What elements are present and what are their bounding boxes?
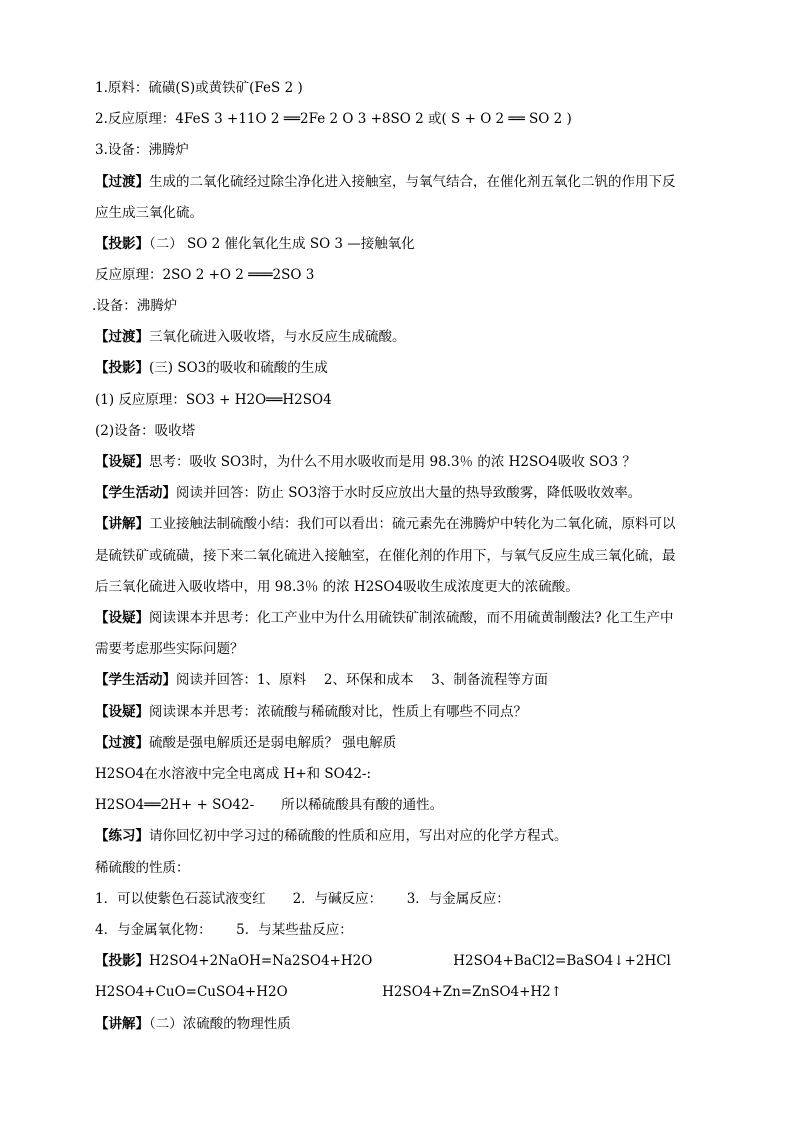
line-projection-2: 【投影】（二） SO 2 催化氧化生成 SO 3 —接触氧化 <box>95 236 415 252</box>
line-properties-1-3: 1．可以使紫色石蕊试液变红 2．与碱反应： 3．与金属反应： <box>95 891 510 907</box>
line-equipment-3: (2)设备：吸收塔 <box>95 423 196 439</box>
line-reaction-3: (1) 反应原理：SO3 + H2O══H2SO4 <box>95 392 332 408</box>
line-ionization: H2SO4在水溶液中完全电离成 H+和 SO42-: <box>95 766 372 782</box>
line-raw-materials: 1.原料：硫磺(S)或黄铁矿(FeS 2 ) <box>95 80 303 96</box>
line-question-1: 【设疑】思考：吸收 SO3时，为什么不用水吸收而是用 98.3％ 的浓 H2SO4吸收 SO3 ？ <box>95 454 636 470</box>
line-explanation-1-cont: 是硫铁矿或硫磺，接下来二氧化硫进入接触室，在催化剂的作用下，与氧气反应生成三氧化硫，最 <box>95 548 676 564</box>
line-transition-2: 【过渡】三氧化硫进入吸收塔，与水反应生成硫酸。 <box>95 329 406 345</box>
line-dilute-properties-heading: 稀硫酸的性质： <box>95 860 190 876</box>
line-properties-4-5: 4．与金属氧化物： 5．与某些盐反应： <box>95 922 353 938</box>
line-question-2-cont: 需要考虑那些实际问题？ <box>95 641 244 657</box>
line-reaction-2: 反应原理：2SO 2 +O 2 ═══2SO 3 <box>95 267 315 283</box>
line-equations-2: H2SO4+CuO=CuSO4+H2O H2SO4+Zn=ZnSO4+H2↑ <box>95 984 563 1000</box>
line-explanation-1-end: 后三氧化硫进入吸收塔中，用 98.3％ 的浓 H2SO4吸收生成浓度更大的浓硫酸。 <box>95 579 579 595</box>
line-question-3: 【设疑】阅读课本并思考：浓硫酸与稀硫酸对比，性质上有哪些不同点？ <box>95 704 527 720</box>
line-projection-3: 【投影】(三) SO3的吸收和硫酸的生成 <box>95 360 328 376</box>
line-question-2: 【设疑】阅读课本并思考：化工产业中为什么用硫铁矿制浓硫酸，而不用硫黄制酸法? 化工生产中 <box>95 610 674 626</box>
line-ionization-equation: H2SO4══2H+ + SO42- 所以稀硫酸具有酸的通性。 <box>95 797 444 813</box>
line-reaction-principle: 2.反应原理：4FeS 3 +11O 2 ══2Fe 2 O 3 +8SO 2 或( S + O 2 ══ SO 2 ) <box>95 111 572 127</box>
line-activity-1: 【学生活动】阅读并回答：防止 SO3溶于水时反应放出大量的热导致酸雾，降低吸收效率。 <box>95 485 642 501</box>
line-explanation-1: 【讲解】工业接触法制硫酸小结：我们可以看出：硫元素先在沸腾炉中转化为二氧化硫，原料可以 <box>95 516 676 532</box>
line-equipment-2: .设备：沸腾炉 <box>92 298 178 314</box>
line-activity-2: 【学生活动】阅读并回答：1、原料 2、环保和成本 3、制备流程等方面 <box>95 672 548 688</box>
line-transition-1: 【过渡】生成的二氧化硫经过除尘净化进入接触室，与氧气结合，在催化剂五氧化二钒的作用下反 <box>95 174 676 190</box>
line-equipment: 3.设备：沸腾炉 <box>95 142 189 158</box>
line-transition-3: 【过渡】硫酸是强电解质还是弱电解质？ 强电解质 <box>95 735 397 751</box>
line-transition-1-cont: 应生成三氧化硫。 <box>95 205 203 221</box>
line-explanation-2: 【讲解】（二）浓硫酸的物理性质 <box>95 1016 291 1032</box>
line-exercise: 【练习】请你回忆初中学习过的稀硫酸的性质和应用，写出对应的化学方程式。 <box>95 828 568 844</box>
line-projection-equations: 【投影】H2SO4+2NaOH=Na2SO4+H2O H2SO4+BaCl2=BaSO4↓+2HCl <box>95 953 671 969</box>
